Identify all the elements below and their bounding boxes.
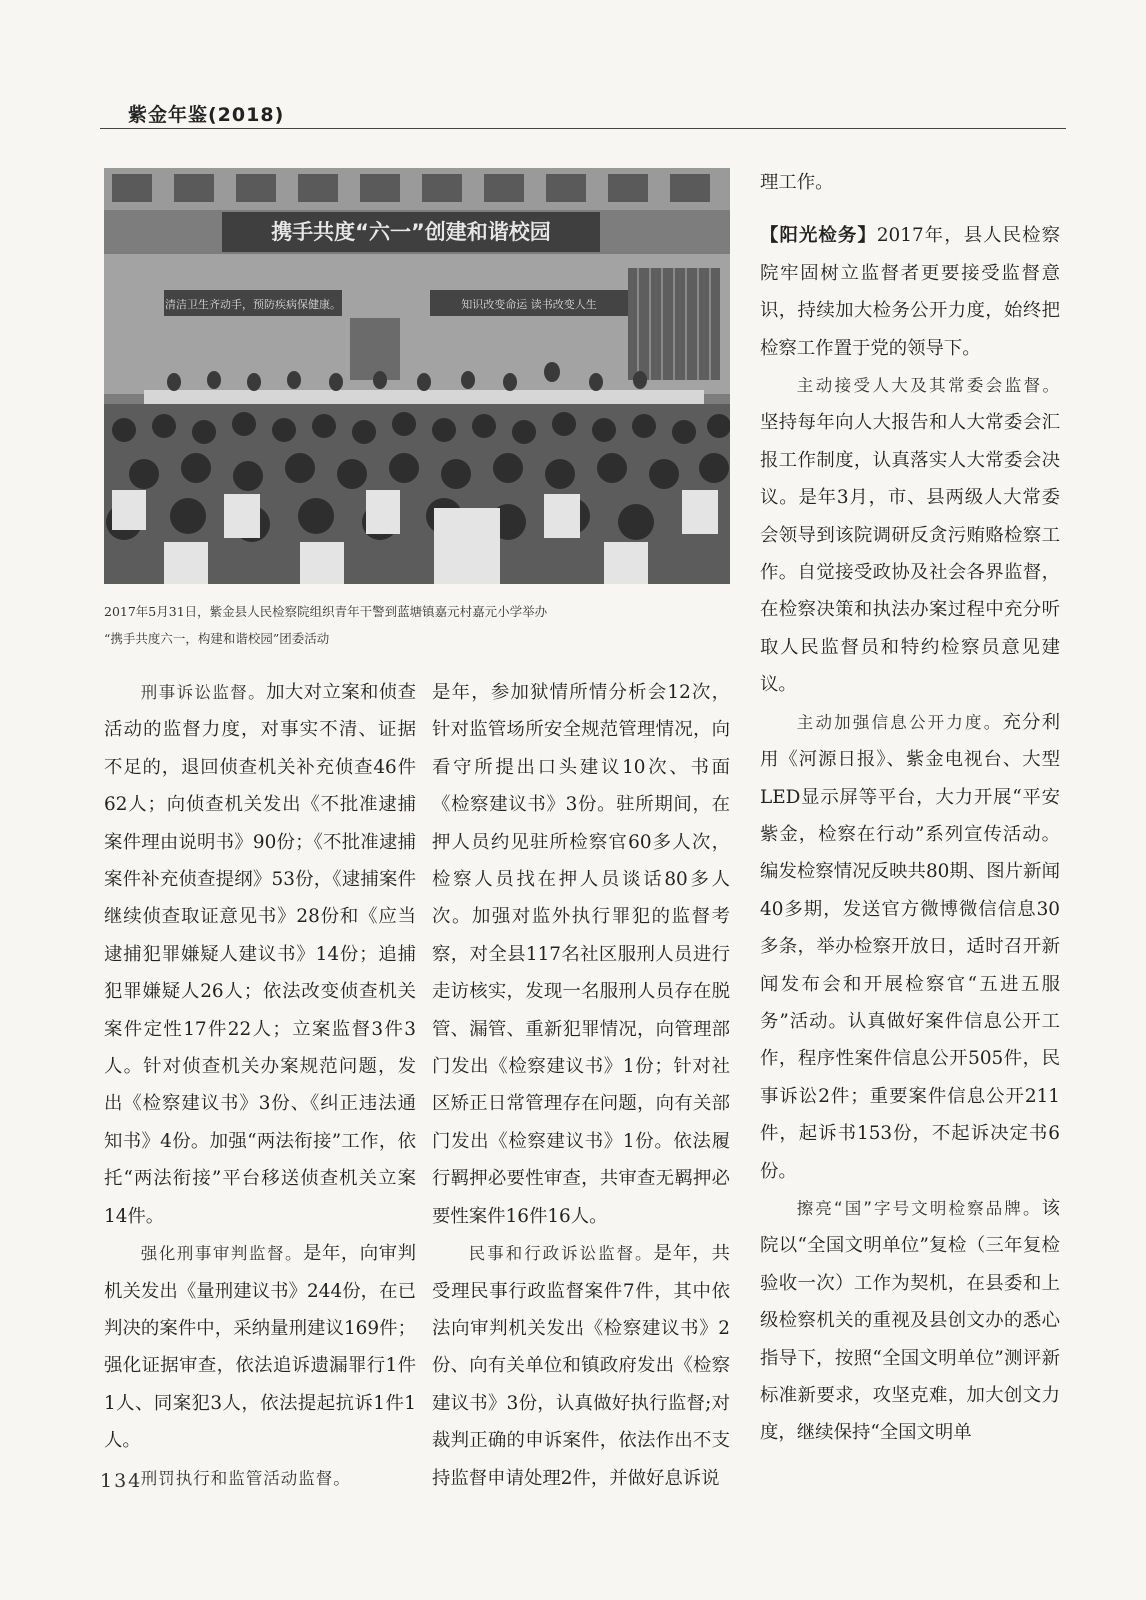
- text-column-2: [432, 674, 730, 1497]
- header-rule: [100, 128, 1066, 129]
- event-photo: [104, 168, 730, 584]
- paragraph-lead: 擦亮“国”字号文明检察品牌。: [796, 1198, 1042, 1218]
- photo-caption: [104, 598, 744, 652]
- paragraph-civil-admin: [432, 1235, 730, 1497]
- paragraph-body: 是年，参加狱情所情分析会12次，针对监管场所安全规范管理情况，向看守所提出口头建议10次、书面《检察建议书》3份。驻所期间，在押人员约见驻所检察官60多人次，检察人员找在押人员谈话80多人次。加强对监外执行罪犯的监督考察，对全县117名社区服刑人员进行走访核实，发现一名服刑人员存在脱管、漏管、重新犯罪情况，向管理部门发出《检察建议书》1份；针对社区矫正日常管理存在问题，向有关部门发出《检察建议书》1份。依法履行羁押必要性审查，共审查无羁押必要性案件16件16人。: [432, 682, 730, 1227]
- banner-left-text: 清洁卫生齐动手，预防疾病保健康。: [165, 298, 341, 311]
- paragraph-lead: 主动接受人大及其常委会监督。: [796, 376, 1060, 396]
- paragraph-npc-supervision: [760, 367, 1060, 704]
- paragraph-body: 加大对立案和侦查活动的监督力度，对事实不清、证据不足的，退回侦查机关补充侦查46件62人；向侦查机关发出《不批准逮捕案件理由说明书》90份；《不批准逮捕案件补充侦查提纲》53份，《逮捕案件继续侦查取证意见书》28份和《应当逮捕犯罪嫌疑人建议书》14份；追捕犯罪嫌疑人26人；依法改变侦查机关案件定性17件22人；立案监督3件3人。针对侦查机关办案规范问题，发出《检察建议书》3份、《纠正违法通知书》4份。加强“两法衔接”工作，依托“两法衔接”平台移送侦查机关立案14件。: [104, 682, 416, 1227]
- text-column-1: [104, 674, 416, 1497]
- paragraph-lead: 刑罚执行和监管活动监督。: [140, 1468, 351, 1488]
- paragraph-lead: 主动加强信息公开力度。: [796, 712, 1003, 732]
- paragraph-civilized-brand: [760, 1190, 1060, 1452]
- page-number: 134: [100, 1470, 143, 1492]
- paragraph-criminal-litigation: [104, 674, 416, 1235]
- paragraph-sunshine-procuratorate: [760, 217, 1060, 367]
- paragraph-body: 坚持每年向人大报告和人大常委会汇报工作制度，认真落实人大常委会决议。是年3月，市、县两级人大常委会领导到该院调研反贪污贿赂检察工作。自觉接受政协及社会各界监督，在检察决策和执法办案过程中充分听取人民监督员和特约检察员意见建议。: [760, 412, 1060, 696]
- paragraph-lead: 强化刑事审判监督。: [140, 1244, 304, 1264]
- paragraph-continued: [432, 674, 730, 1235]
- paragraph-continued: [760, 164, 1060, 201]
- paragraph-body: 是年，共受理民事行政监督案件7件，其中依法向审判机关发出《检察建议书》2份、向有关单位和镇政府发出《检察建议书》3份，认真做好执行监督;对裁判正确的申诉案件，依法作出不支持监督申请处理2件，并做好息诉说: [432, 1243, 730, 1489]
- paragraph-lead: 民事和行政诉讼监督。: [468, 1244, 654, 1264]
- paragraph-execution-supervision: [104, 1460, 416, 1497]
- banner-main-text: 携手共度“六一”创建和谐校园: [271, 220, 551, 244]
- caption-line-1: 2017年5月31日，紫金县人民检察院组织青年干警到蓝塘镇嘉元村嘉元小学举办: [104, 604, 548, 619]
- paragraph-body: 该院以“全国文明单位”复检（三年复检验收一次）工作为契机，在县委和上级检察机关的重视及县创文办的悉心指导下，按照“全国文明单位”测评新标准新要求，攻坚克难，加大创文力度，继续保持“全国文明单: [760, 1197, 1060, 1444]
- paragraph-trial-supervision: [104, 1235, 416, 1459]
- banner-right-text: 知识改变命运 读书改变人生: [461, 298, 597, 311]
- paragraph-lead: 刑事诉讼监督。: [140, 683, 267, 702]
- paragraph-body: 2017年，县人民检察院牢固树立监督者更要接受监督意识，持续加大检务公开力度，始终把检察工作置于党的领导下。: [760, 225, 1060, 359]
- section-heading: 【阳光检务】: [760, 225, 877, 247]
- text-column-3: [760, 164, 1060, 1452]
- caption-line-2: “携手共度六一，构建和谐校园”团委活动: [104, 631, 330, 646]
- paragraph-body: 理工作。: [760, 172, 834, 193]
- paragraph-body: 是年，向审判机关发出《量刑建议书》244份，在已判决的案件中，采纳量刑建议169件；强化证据审查，依法追诉遗漏罪行1件1人、同案犯3人，依法提起抗诉1件1人。: [104, 1243, 416, 1452]
- running-header: 紫金年鉴(2018): [128, 104, 285, 126]
- paragraph-info-disclosure: [760, 704, 1060, 1190]
- paragraph-body: 充分利用《河源日报》、紫金电视台、大型LED显示屏等平台，大力开展“平安紫金，检察在行动”系列宣传活动。编发检察情况反映共80期、图片新闻40多期，发送官方微博微信信息30多条，举办检察开放日，适时召开新闻发布会和开展检察官“五进五服务”活动。认真做好案件信息公开工作，程序性案件信息公开505件，民事诉讼2件；重要案件信息公开211件，起诉书153份，不起诉决定书6份。: [760, 711, 1060, 1182]
